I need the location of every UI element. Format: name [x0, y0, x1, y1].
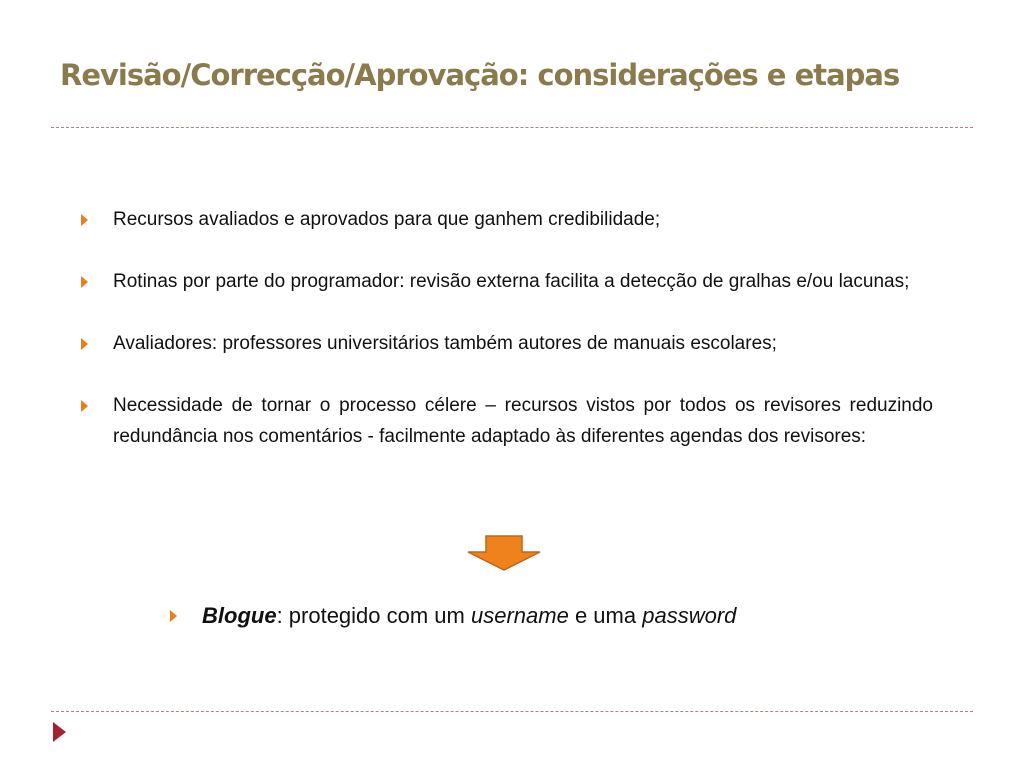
- bullet-item: [81, 204, 933, 235]
- caret-right-icon: [81, 338, 88, 350]
- next-slide-icon[interactable]: [53, 722, 66, 742]
- bullet-item: [81, 266, 933, 297]
- conclusion-text-2: e uma: [568, 603, 643, 628]
- bullet-item: [81, 390, 933, 452]
- slide-title: Revisão/Correcção/Aprovação: considerações e etapas: [60, 58, 900, 92]
- down-arrow-icon: [466, 535, 542, 571]
- conclusion-text-1: : protegido com um: [276, 603, 471, 628]
- top-divider: [51, 127, 973, 128]
- caret-right-icon: [81, 214, 88, 226]
- bullet-list: [81, 204, 933, 483]
- bullet-text: Avaliadores: professores universitários também autores de manuais escolares;: [113, 333, 777, 354]
- bullet-text: Rotinas por parte do programador: revisão externa facilita a detecção de gralhas e/ou lacunas;: [113, 271, 910, 292]
- bullet-item: [81, 328, 933, 359]
- bullet-text: Recursos avaliados e aprovados para que ganhem credibilidade;: [113, 209, 661, 230]
- blogue-conclusion: [170, 598, 736, 634]
- bottom-divider: [51, 711, 973, 712]
- username-term: username: [471, 603, 569, 628]
- caret-right-icon: [170, 610, 177, 622]
- blogue-term: Blogue: [202, 603, 277, 628]
- bullet-text: Necessidade de tornar o processo célere – recursos vistos por todos os revisores reduzindo redundância nos comentários - facilmente adaptado às diferentes agendas dos revisores:: [113, 395, 933, 447]
- password-term: password: [642, 603, 737, 628]
- caret-right-icon: [81, 400, 88, 412]
- caret-right-icon: [81, 276, 88, 288]
